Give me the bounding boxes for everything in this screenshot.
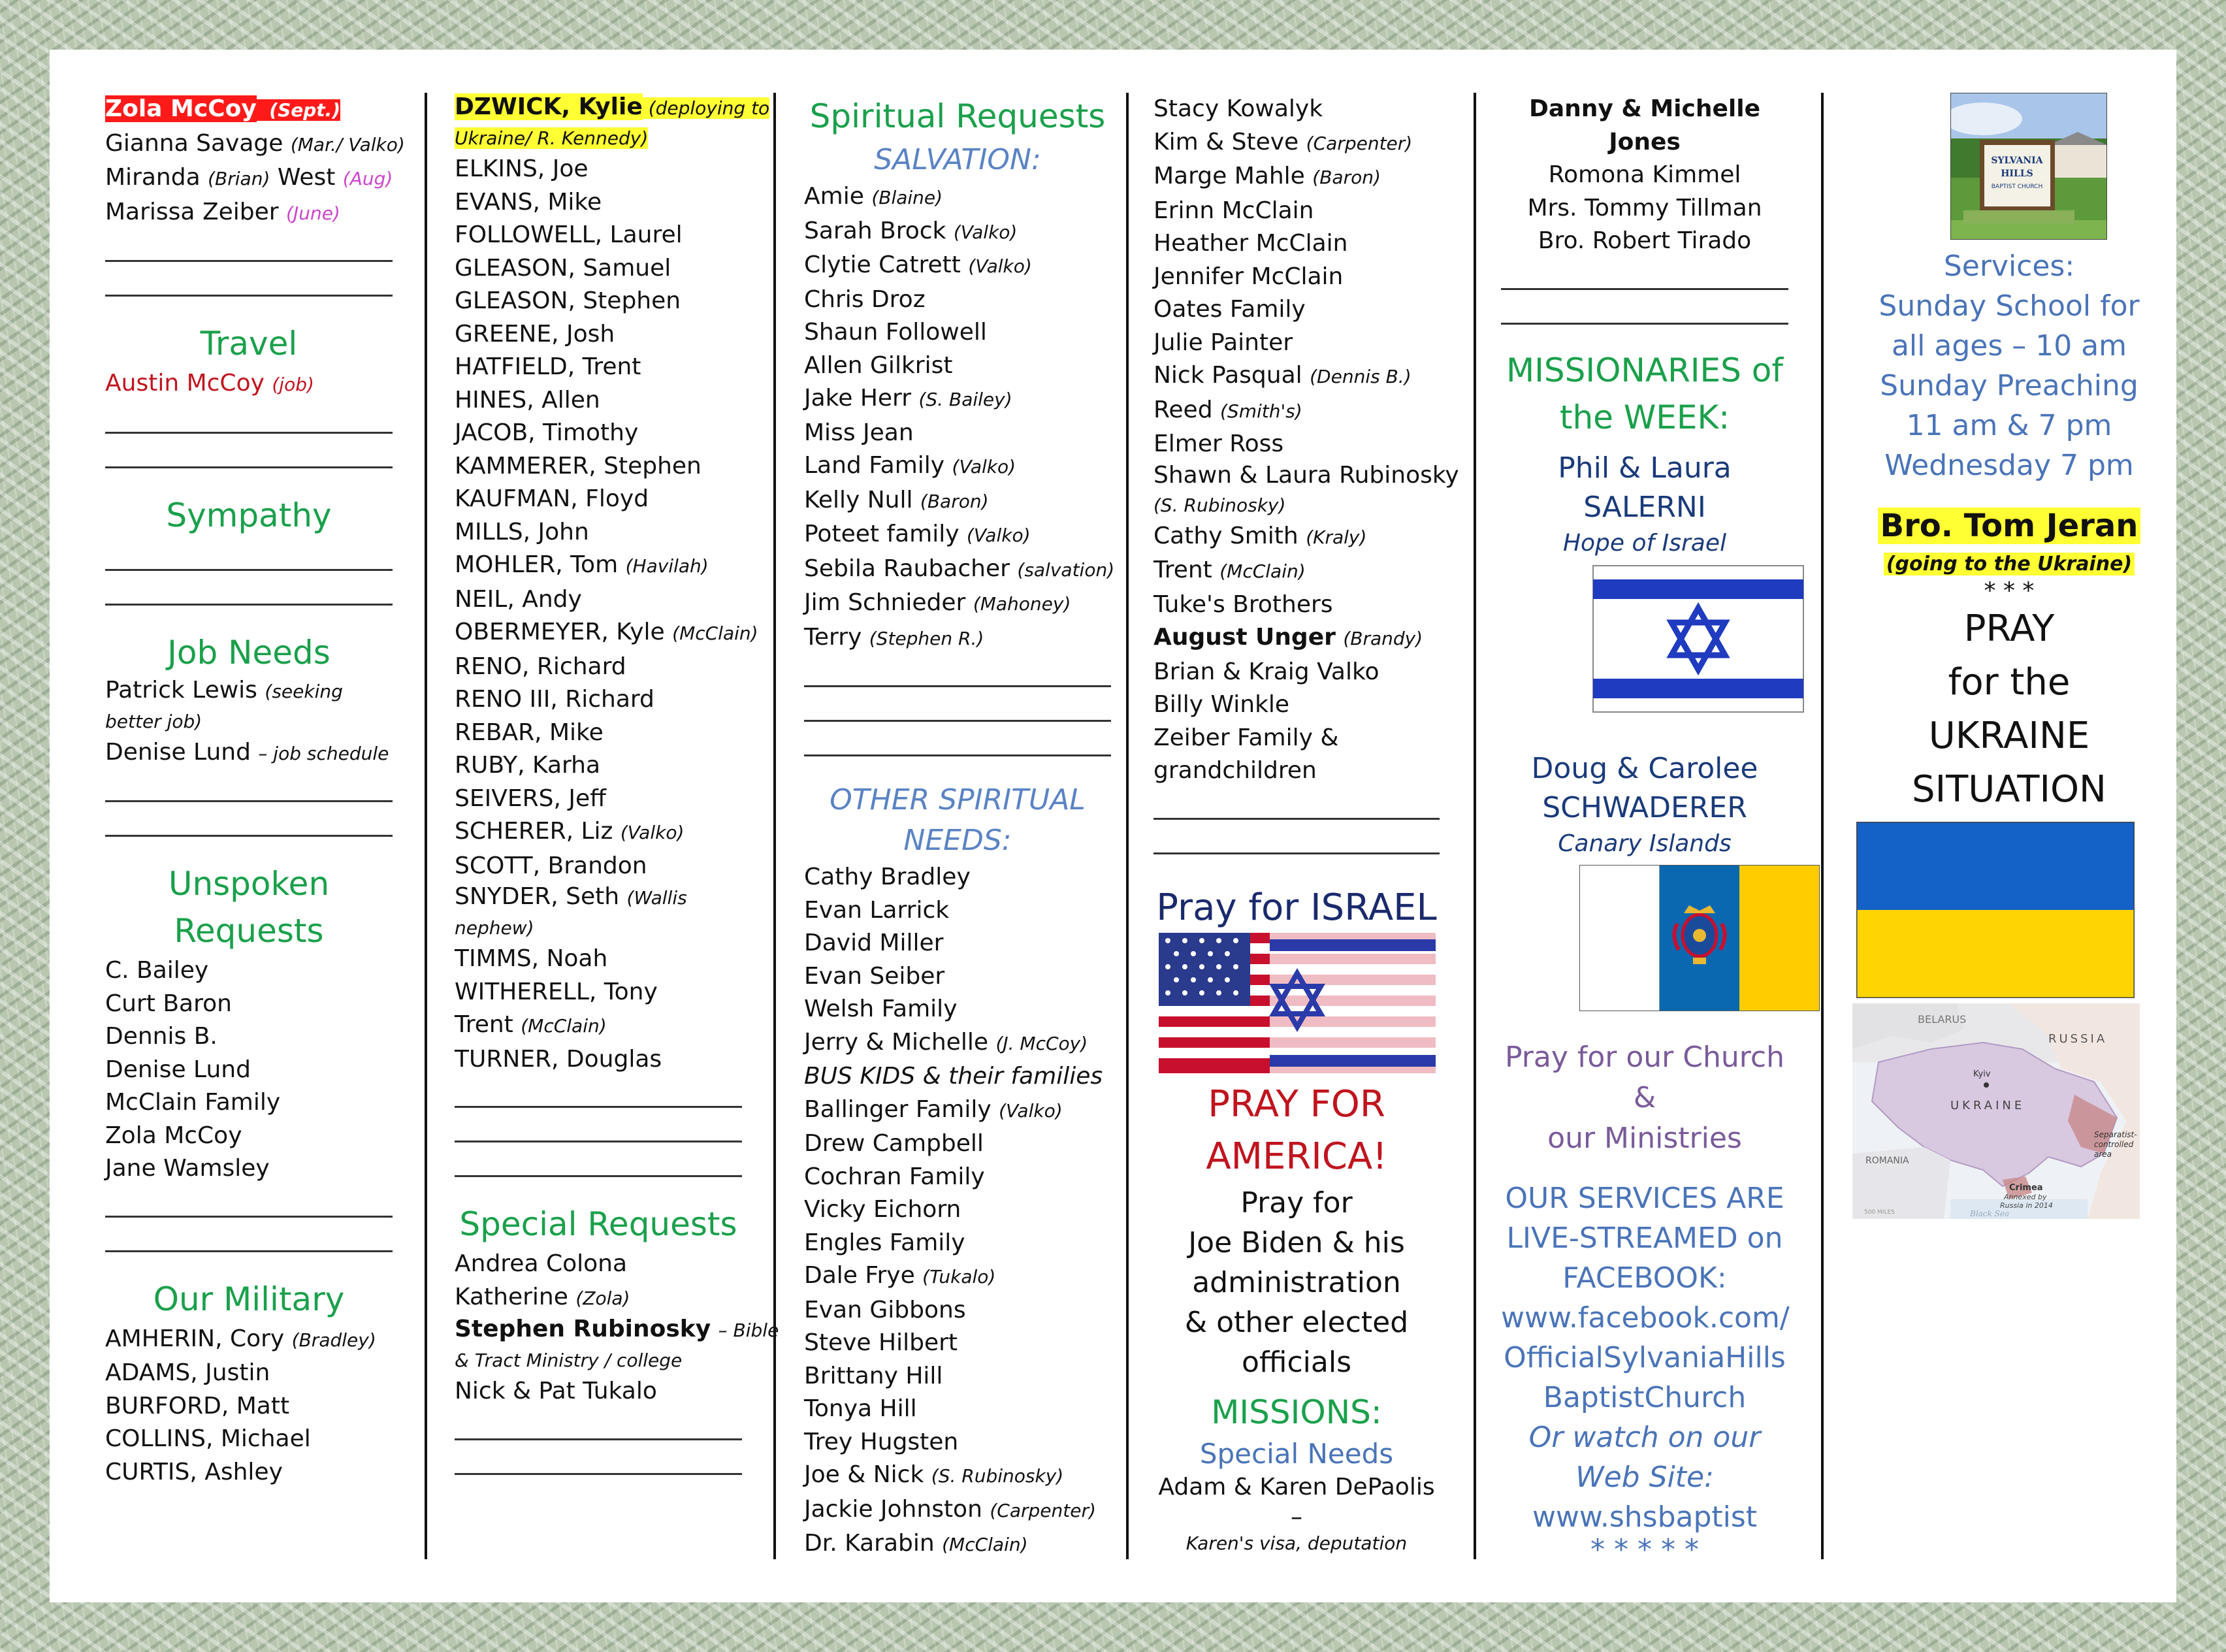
list-item: Jackie Johnston (Carpenter)	[804, 1495, 1096, 1523]
list-item: TIMMS, Noah	[455, 945, 608, 972]
canary-islands-flag	[1579, 865, 1801, 1011]
blank-line	[105, 770, 393, 802]
list-item: Dale Frye (Tukalo)	[804, 1262, 996, 1289]
list-item: Terry (Stephen R.)	[804, 623, 984, 651]
list-item: Vicky Eichorn	[804, 1196, 961, 1223]
map-label: Separatist-	[2094, 1129, 2137, 1139]
blank-line	[455, 1076, 742, 1108]
list-item: Jane Wamsley	[105, 1155, 270, 1182]
israel-flag	[1592, 565, 1801, 713]
list-item: REBAR, Mike	[455, 719, 604, 746]
list-item: GLEASON, Stephen	[455, 287, 681, 314]
list-item: August Unger (Brandy)	[1153, 624, 1423, 651]
list-item: Steve Hilbert	[804, 1329, 958, 1356]
map-label: UKRAINE	[1950, 1098, 2025, 1112]
blank-line	[105, 574, 393, 606]
list-item: GLEASON, Samuel	[455, 254, 671, 282]
list-item: MILLS, John	[455, 518, 589, 545]
job-needs-heading: Job Needs	[167, 633, 331, 672]
list-item: Ballinger Family (Valko)	[804, 1095, 1063, 1123]
list-item: WITHERELL, Tony	[455, 978, 658, 1005]
list-item: JACOB, Timothy	[455, 419, 639, 446]
list-item: Evan Seiber	[804, 962, 945, 990]
list-item: Zola McCoy	[105, 1122, 242, 1149]
map-label: Annexed by	[2004, 1192, 2047, 1201]
list-item: Amie (Blaine)	[804, 183, 943, 210]
list-item: Jim Schnieder (Mahoney)	[804, 589, 1071, 616]
list-item: Stacy Kowalyk	[1153, 95, 1323, 122]
list-item: Cathy Bradley	[804, 864, 971, 890]
list-item: ELKINS, Joe	[455, 155, 589, 182]
blank-line	[1153, 788, 1440, 820]
pastor-callout: Bro. Tom Jeran (going to the Ukraine)	[1852, 505, 2166, 580]
list-item: Brittany Hill	[804, 1362, 943, 1389]
map-label: Black Sea	[1970, 1208, 2010, 1218]
list-item: Bro. Robert Tirado	[1538, 227, 1752, 254]
blank-line	[1501, 258, 1788, 290]
map-label: ROMANIA	[1865, 1155, 1909, 1166]
list-item: Danny & Michelle Jones	[1528, 95, 1760, 155]
list-item: OBERMEYER, Kyle (McClain)	[455, 619, 758, 645]
list-item: TURNER, Douglas	[455, 1045, 662, 1073]
list-item: Dr. Karabin (McClain)	[804, 1530, 1028, 1557]
list-item: COLLINS, Michael	[105, 1425, 311, 1452]
ukraine-flag	[1856, 822, 2159, 998]
stars-divider: * * * * *	[1590, 1532, 1699, 1566]
list-item: CURTIS, Ashley	[105, 1458, 283, 1485]
list-item: Tonya Hill	[804, 1395, 917, 1422]
list-item: Allen Gilkrist	[804, 351, 953, 379]
list-item: Mrs. Tommy Tillman	[1527, 194, 1762, 221]
list-item: Jake Herr (S. Bailey)	[804, 385, 1012, 412]
map-label: Kyiv	[1973, 1069, 1991, 1079]
stars-divider: * * *	[1984, 577, 2035, 604]
list-item: Poteet family (Valko)	[804, 521, 1031, 547]
column-divider	[1821, 93, 1824, 1559]
list-item: Heather McClain	[1153, 230, 1348, 257]
list-item: Cathy Smith (Kraly)	[1153, 522, 1367, 549]
unspoken-heading: Unspoken Requests	[168, 865, 330, 950]
list-item: Curt Baron	[105, 990, 232, 1017]
blank-line	[804, 655, 1111, 687]
sympathy-heading: Sympathy	[166, 496, 332, 534]
list-item: Tuke's Brothers	[1153, 591, 1333, 618]
list-item: MOHLER, Tom (Havilah)	[455, 551, 709, 578]
blank-line	[105, 1220, 393, 1252]
list-item: Trent (McClain)	[1153, 557, 1306, 583]
list-item: Brian & Kraig Valko	[1153, 658, 1379, 685]
list-item: HATFIELD, Trent	[455, 353, 641, 380]
missionary-2-name: Doug & Carolee SCHWADERER	[1531, 752, 1758, 824]
list-item: Zola McCoy (Sept.)	[105, 95, 341, 122]
list-item: EVANS, Mike	[455, 188, 602, 216]
column-divider	[1474, 93, 1476, 1559]
website-link[interactable]: www.shsbaptist	[1532, 1500, 1758, 1534]
list-item: Dennis B.	[105, 1023, 218, 1050]
church-sign-photo	[1950, 93, 2159, 240]
list-item: Reed (Smith's)	[1153, 396, 1302, 423]
list-item: Sarah Brock (Valko)	[804, 217, 1018, 244]
map-label: area	[2094, 1149, 2112, 1159]
blank-line	[455, 1408, 742, 1440]
special-requests-heading: Special Requests	[459, 1205, 737, 1243]
church-sign-text: HILLS	[2001, 169, 2033, 179]
list-item: Gianna Savage (Mar./ Valko)	[105, 129, 405, 157]
list-item: Katherine (Zola)	[455, 1283, 630, 1310]
list-item: KAUFMAN, Floyd	[455, 485, 649, 512]
list-item: SCHERER, Liz (Valko)	[455, 818, 685, 845]
blank-line	[804, 724, 1111, 756]
pray-church-text: Pray for our Church & our Ministries	[1505, 1040, 1784, 1155]
blank-line	[455, 1110, 742, 1142]
blank-line	[105, 805, 393, 837]
list-item: Chris Droz	[804, 285, 926, 313]
list-item: HINES, Allen	[455, 386, 600, 413]
list-item: Denise Lund	[105, 1056, 251, 1083]
blank-line	[105, 265, 393, 297]
list-item: Kelly Null (Baron)	[804, 486, 989, 513]
list-item: DZWICK, Kylie (deploying to Ukraine/ R. Kennedy)	[455, 93, 770, 149]
list-item: SEIVERS, Jeff	[455, 785, 606, 812]
facebook-link[interactable]: www.facebook.com/ OfficialSylvaniaHills BaptistChurch	[1501, 1301, 1790, 1414]
blank-line	[455, 1145, 742, 1177]
list-item: Miss Jean	[804, 419, 914, 446]
list-item: BUS KIDS & their families	[804, 1063, 1103, 1090]
column-2	[455, 93, 794, 1478]
depaolis-note: Karen's visa, deputation	[1186, 1532, 1408, 1554]
missionaries-heading: MISSIONARIES of the WEEK:	[1506, 351, 1783, 436]
services-info: Services: Sunday School for all ages – 10 am Sunday Preaching 11 am & 7 pm Wednesday 7 pm	[1879, 250, 2140, 482]
missionary-1-org: Hope of Israel	[1562, 529, 1727, 557]
map-label: Russia in 2014	[2000, 1201, 2053, 1210]
list-item: Clytie Catrett (Valko)	[804, 251, 1032, 278]
list-item: Zeiber Family &	[1153, 724, 1339, 751]
ukraine-map	[1852, 1003, 2159, 1219]
list-item: Land Family (Valko)	[804, 452, 1016, 479]
blank-line	[105, 402, 393, 434]
list-item: RENO III, Richard	[455, 686, 654, 713]
missions-heading: MISSIONS:	[1211, 1393, 1382, 1431]
list-item: NEIL, Andy	[455, 585, 582, 613]
list-item: Evan Gibbons	[804, 1296, 966, 1323]
column-1	[105, 93, 405, 1489]
column-divider	[425, 93, 427, 1559]
list-item: RUBY, Karha	[455, 752, 601, 779]
list-item: grandchildren	[1153, 757, 1317, 784]
map-label: controlled	[2094, 1139, 2134, 1149]
list-item: FOLLOWELL, Laurel	[455, 221, 683, 248]
map-label: BELARUS	[1918, 1012, 1967, 1026]
blank-line	[1501, 293, 1788, 325]
blank-line	[105, 436, 393, 468]
list-item: Stephen Rubinosky – Bible & Tract Ministry / college	[455, 1316, 779, 1371]
list-item: Trent (McClain)	[455, 1011, 607, 1038]
list-item: Joe & Nick (S. Rubinosky)	[804, 1461, 1064, 1488]
map-label: RUSSIA	[2048, 1031, 2108, 1046]
list-item: Romona Kimmel	[1548, 161, 1741, 188]
church-sign-text: BAPTIST CHURCH	[1991, 184, 2043, 190]
blank-line	[804, 690, 1111, 722]
list-item: Nick & Pat Tukalo	[455, 1378, 657, 1404]
salvation-heading: SALVATION:	[874, 143, 1041, 176]
list-item: Shaun Followell	[804, 319, 987, 346]
list-item: Elmer Ross	[1153, 430, 1284, 457]
list-item: Nick Pasqual (Dennis B.)	[1153, 362, 1411, 389]
list-item: McClain Family	[105, 1089, 281, 1116]
blank-line	[105, 1186, 393, 1218]
blank-line	[105, 539, 393, 571]
other-spiritual-heading: OTHER SPIRITUAL NEEDS:	[830, 783, 1086, 857]
pray-israel-heading: Pray for ISRAEL	[1156, 886, 1437, 929]
list-item: Andrea Colona	[455, 1250, 628, 1277]
pray-ukraine-heading: PRAY for the UKRAINE SITUATION	[1912, 607, 2106, 811]
list-item: KAMMERER, Stephen	[455, 452, 702, 479]
list-item: Billy Winkle	[1153, 691, 1290, 718]
live-stream-info: OUR SERVICES ARE LIVE-STREAMED on FACEBOOK: www.facebook.com/ OfficialSylvaniaHills BaptistChurch Or watch on our Web Site: www.shsbaptist * * * * *	[1501, 1181, 1790, 1566]
list-item: Trey Hugsten	[804, 1428, 959, 1455]
list-item: ADAMS, Justin	[105, 1359, 270, 1386]
depaolis-item: Adam & Karen DePaolis –	[1158, 1473, 1435, 1531]
blank-line	[455, 1443, 742, 1475]
list-item: Denise Lund – job schedule	[105, 738, 389, 766]
pray-officials-text: Pray for Joe Biden & his administration & other elected officials	[1184, 1186, 1409, 1379]
pray-america-heading: PRAY FOR AMERICA!	[1206, 1082, 1387, 1178]
church-sign-text: SYLVANIA	[1991, 155, 2043, 166]
list-item: SNYDER, Seth (Wallis nephew)	[455, 883, 687, 939]
map-label: Crimea	[2009, 1182, 2043, 1193]
list-item: Kim & Steve (Carpenter)	[1153, 128, 1413, 155]
list-item: Patrick Lewis (seeking better job)	[105, 676, 343, 732]
blank-line	[1153, 822, 1440, 854]
usa-israel-flag	[1159, 933, 1460, 1073]
column-4	[1153, 93, 1460, 1555]
list-item: Oates Family	[1153, 296, 1306, 323]
spiritual-requests-heading: Spiritual Requests	[809, 97, 1106, 135]
column-divider	[1126, 93, 1129, 1559]
list-item: David Miller	[804, 930, 944, 956]
list-item: Julie Painter	[1153, 329, 1293, 356]
list-item: Austin McCoy (job)	[105, 370, 314, 397]
blank-line	[105, 230, 393, 262]
list-item: GREENE, Josh	[455, 320, 615, 348]
list-item: AMHERIN, Cory (Bradley)	[105, 1325, 376, 1352]
military-heading: Our Military	[153, 1280, 345, 1318]
list-item: Miranda (Brian) West (Aug)	[105, 164, 393, 191]
list-item: Jennifer McClain	[1153, 263, 1344, 290]
missionary-1-name: Phil & Laura SALERNI	[1558, 451, 1732, 524]
list-item: C. Bailey	[105, 957, 209, 984]
list-item: Engles Family	[804, 1229, 965, 1256]
list-item: Marge Mahle (Baron)	[1153, 163, 1381, 189]
map-label: 500 MILES	[1864, 1208, 1895, 1216]
list-item: BURFORD, Matt	[105, 1392, 290, 1419]
list-item: Shawn & Laura Rubinosky (S. Rubinosky)	[1153, 461, 1459, 516]
column-6	[1852, 93, 2159, 1219]
list-item: RENO, Richard	[455, 653, 626, 680]
list-item: Drew Campbell	[804, 1130, 984, 1157]
column-3	[804, 93, 1115, 1562]
missionary-2-org: Canary Islands	[1558, 830, 1732, 857]
list-item: Cochran Family	[804, 1163, 985, 1190]
list-item: Marissa Zeiber (June)	[105, 198, 340, 225]
list-item: Jerry & Michelle (J. McCoy)	[804, 1028, 1088, 1056]
prayer-bulletin-page	[50, 50, 2176, 1602]
column-5	[1501, 93, 1801, 1566]
list-item: Erinn McClain	[1153, 197, 1314, 224]
list-item: Evan Larrick	[804, 896, 950, 924]
list-item: SCOTT, Brandon	[455, 852, 647, 879]
special-needs-heading: Special Needs	[1199, 1437, 1394, 1470]
list-item: Sebila Raubacher (salvation)	[804, 555, 1115, 582]
list-item: Welsh Family	[804, 996, 958, 1022]
travel-heading: Travel	[200, 325, 298, 363]
